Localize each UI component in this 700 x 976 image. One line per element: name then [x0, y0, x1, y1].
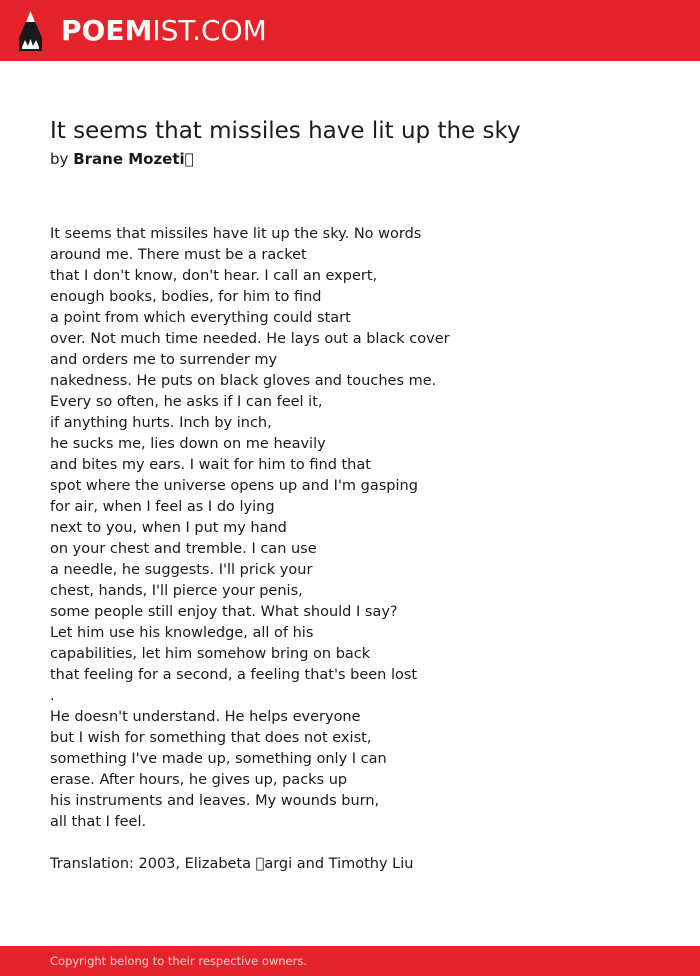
poem-line: over. Not much time needed. He lays out a black cover — [50, 331, 450, 347]
site-logo-link[interactable] — [18, 10, 267, 52]
translation-credit: Translation: 2003, Elizabeta  argi and Timothy Liu — [50, 856, 414, 872]
poem-line: a needle, he suggests. I'll prick your — [50, 562, 313, 578]
poem-line: that I don't know, don't hear. I call an expert, — [50, 268, 378, 284]
poem-content — [50, 114, 650, 875]
site-footer — [0, 946, 700, 976]
poem-line: all that I feel. — [50, 814, 147, 830]
poem-line: spot where the universe opens up and I'm gasping — [50, 478, 418, 494]
poem-line: but I wish for something that does not exist, — [50, 730, 372, 746]
poem-line: that feeling for a second, a feeling that's been lost — [50, 667, 418, 683]
poem-line: his instruments and leaves. My wounds burn, — [50, 793, 380, 809]
poem-line: Let him use his knowledge, all of his — [50, 625, 314, 641]
logo-text-strong: POEM — [61, 14, 153, 47]
poem-line: on your chest and tremble. I can use — [50, 541, 317, 557]
poem-line: he sucks me, lies down on me heavily — [50, 436, 326, 452]
poem-line: if anything hurts. Inch by inch, — [50, 415, 272, 431]
poem-line: It seems that missiles have lit up the sky. No words — [50, 226, 422, 242]
site-header — [0, 0, 700, 61]
poem-line: Every so often, he asks if I can feel it, — [50, 394, 323, 410]
poem-line: next to you, when I put my hand — [50, 520, 287, 536]
poem-line: capabilities, let him somehow bring on back — [50, 646, 371, 662]
poem-line: chest, hands, I'll pierce your penis, — [50, 583, 303, 599]
poem-title: It seems that missiles have lit up the sky — [50, 118, 521, 144]
poem-line: He doesn't understand. He helps everyone — [50, 709, 361, 725]
poem-line: and bites my ears. I wait for him to find that — [50, 457, 371, 473]
copyright-notice: Copyright belong to their respective owners. — [50, 954, 308, 968]
poem-byline — [50, 149, 650, 169]
poem-line: something I've made up, something only I can — [50, 751, 387, 767]
poem-line: some people still enjoy that. What should I say? — [50, 604, 398, 620]
poem-line: . — [50, 688, 55, 704]
byline-prefix: by — [50, 150, 69, 168]
logo-text-light: IST.COM — [152, 14, 267, 47]
poem-line: and orders me to surrender my — [50, 352, 278, 368]
poem-line: enough books, bodies, for him to find — [50, 289, 322, 305]
poem-line: erase. After hours, he gives up, packs up — [50, 772, 348, 788]
poem-author[interactable]: Brane Mozeti  — [73, 150, 194, 168]
poem-line: around me. There must be a racket — [50, 247, 307, 263]
poem-body — [50, 224, 650, 833]
site-logo-text — [61, 10, 267, 52]
pencil-tip-icon — [18, 10, 43, 52]
poem-line: for air, when I feel as I do lying — [50, 499, 275, 515]
poem-line: a point from which everything could start — [50, 310, 351, 326]
poem-line: nakedness. He puts on black gloves and touches me. — [50, 373, 437, 389]
